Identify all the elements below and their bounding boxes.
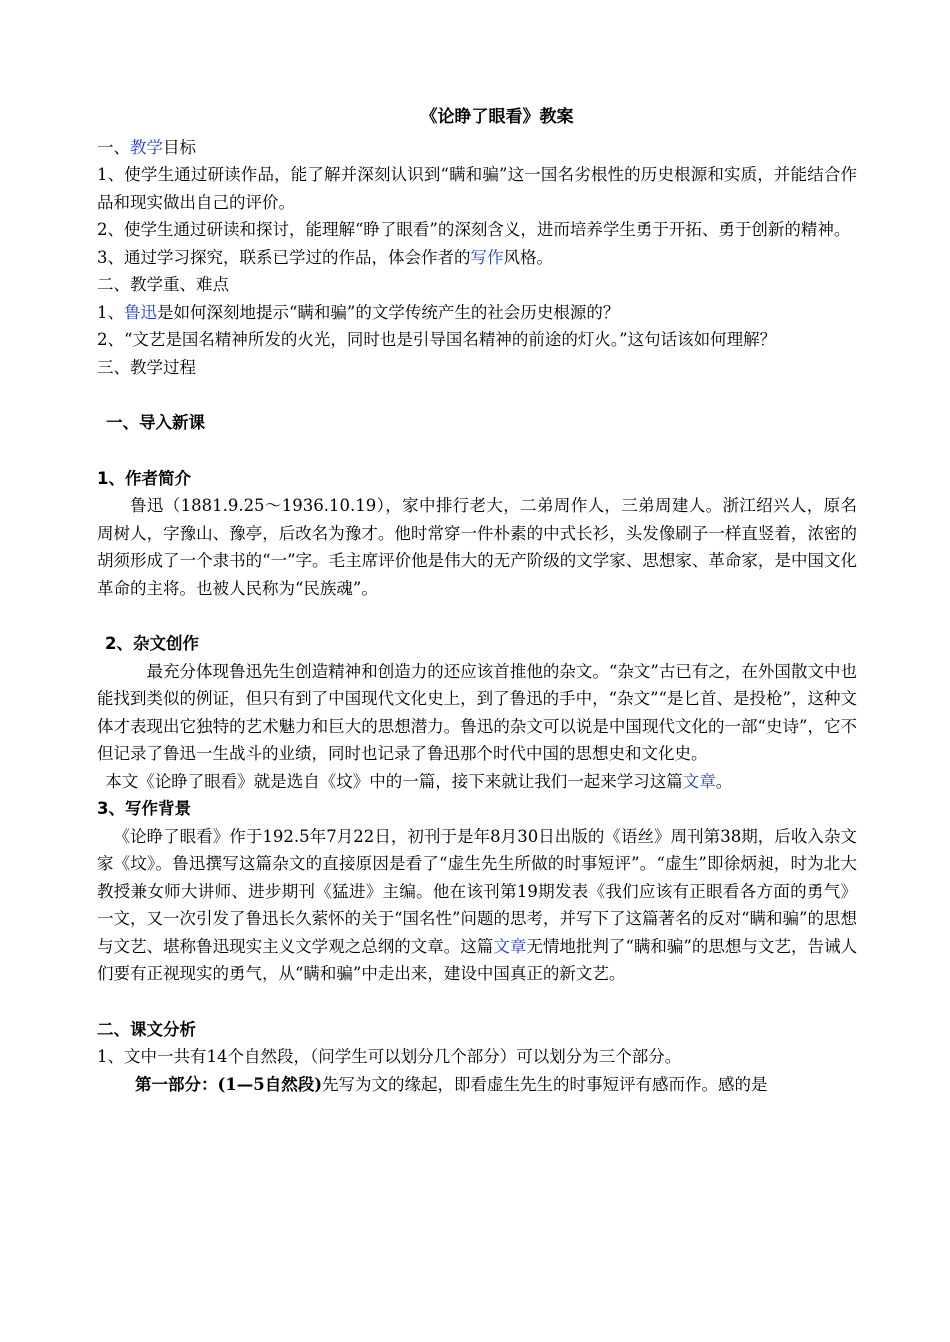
section-prefix: 一、 xyxy=(97,137,130,157)
key-point-1-num: 1、 xyxy=(97,302,124,322)
section-key-points: 二、教学重、难点 xyxy=(97,275,229,294)
writing-background-text xyxy=(97,823,857,988)
analysis-2-text: 先写为文的缘起，即看虚生先生的时事短评有感而作。感的是 xyxy=(322,1074,768,1094)
heading-intro-new-lesson: 一、导入新课 xyxy=(106,413,205,432)
goal-3-text: 3、通过学习探究，联系已学过的作品，体会作者的 xyxy=(97,247,471,267)
essay-lead-in-end: 。 xyxy=(715,771,733,791)
section-suffix: 目标 xyxy=(163,137,196,157)
link-teaching[interactable]: 教学 xyxy=(130,137,163,157)
link-luxun[interactable]: 鲁迅 xyxy=(124,302,157,322)
key-point-1-text: 是如何深刻地提示“瞒和骗”的文学传统产生的社会历史根源的？ xyxy=(157,302,620,322)
author-intro-text: 鲁迅（1881.9.25～1936.10.19），家中排行老大，二弟周作人，三弟周建人。浙江绍兴人，原名周树人，字豫山、豫亭，后改名为豫才。他时常穿一件朴素的中式长衫，头发像刷子一样直竖着，浓密的胡须形成了一个隶书的“一”字。毛主席评价他是伟大的无产阶级的文学家、思想家、革命家，是中国文化革命的主将。也被人民称为“民族魂”。 xyxy=(97,496,857,598)
goal-1: 1、使学生通过研读作品，能了解并深刻认识到“瞒和骗”这一国名劣根性的历史根源和实质，并能结合作品和现实做出自己的评价。 xyxy=(97,165,857,212)
goal-3 xyxy=(97,244,857,272)
writing-background-part-a: 《论睁了眼看》作于192.5年7月22日，初刊于是年8月30日出版的《语丝》周刊第38期，后收入杂文家《坟》。鲁迅撰写这篇杂文的直接原因是看了“虚生先生所做的时事短评”。“虚生”即徐炳昶，时为北大教授兼女师大讲师、进步期刊《猛进》主编。他在该刊第19期发表《我们应该有正眼看各方面的勇气》一文，又一次引发了鲁迅长久萦怀的关于“国名性”问题的思考，并写下了这篇著名的反对“瞒和骗”的思想与文艺、堪称鲁迅现实主义文学观之总纲的文章。这篇 xyxy=(97,826,857,956)
link-article-2[interactable]: 文章 xyxy=(493,936,527,956)
link-article-1[interactable]: 文章 xyxy=(682,771,716,791)
essay-lead-in xyxy=(97,768,857,796)
section-teaching-process: 三、教学过程 xyxy=(97,357,196,377)
key-point-1 xyxy=(97,299,857,327)
analysis-1: 1、文中一共有14个自然段，（问学生可以划分几个部分）可以划分为三个部分。 xyxy=(97,1047,682,1066)
heading-writing-background: 3、写作背景 xyxy=(97,799,191,818)
link-writing[interactable]: 写作 xyxy=(470,247,504,267)
analysis-2 xyxy=(97,1071,857,1099)
essay-lead-in-text: 本文《论睁了眼看》就是选自《坟》中的一篇，接下来就让我们一起来学习这篇 xyxy=(105,771,683,791)
goal-2: 2、使学生通过研读和探讨，能理解“睁了眼看”的深刻含义，进而培养学生勇于开拓、勇于创新的精神。 xyxy=(97,220,851,239)
key-point-2: 2、“文艺是国名精神所发的火光，同时也是引导国名精神的前途的灯火。”这句话该如何理解？ xyxy=(97,330,777,349)
heading-text-analysis: 二、课文分析 xyxy=(97,1019,196,1039)
heading-author-intro: 1、作者简介 xyxy=(97,468,191,488)
section-teaching-goals xyxy=(97,134,857,162)
analysis-2-bold: 第一部分：(1—5自然段) xyxy=(134,1074,323,1094)
essay-creation-text: 最充分体现鲁迅先生创造精神和创造力的还应该首推他的杂文。“杂文”古已有之，在外国散文中也能找到类似的例证，但只有到了中国现代文化史上，到了鲁迅的手中，“杂文”“是匕首、是投枪”，这种文体才表现出它独特的艺术魅力和巨大的思想潜力。鲁迅的杂文可以说是中国现代文化的一部“史诗”，它不但记录了鲁迅一生战斗的业绩，同时也记录了鲁迅那个时代中国的思想史和文化史。 xyxy=(97,661,857,763)
document-title: 《论睁了眼看》教案 xyxy=(420,107,574,127)
goal-3-end: 风格。 xyxy=(503,247,553,267)
document-page xyxy=(97,104,857,1098)
heading-essay-creation: 2、杂文创作 xyxy=(105,634,199,653)
writing-background-part-b: 无情地批判了“瞒和骗”的思想与文艺，告诫人们要有正视现实的勇气，从“瞒和骗”中走出来，建设中国真正的新文艺。 xyxy=(97,936,858,983)
